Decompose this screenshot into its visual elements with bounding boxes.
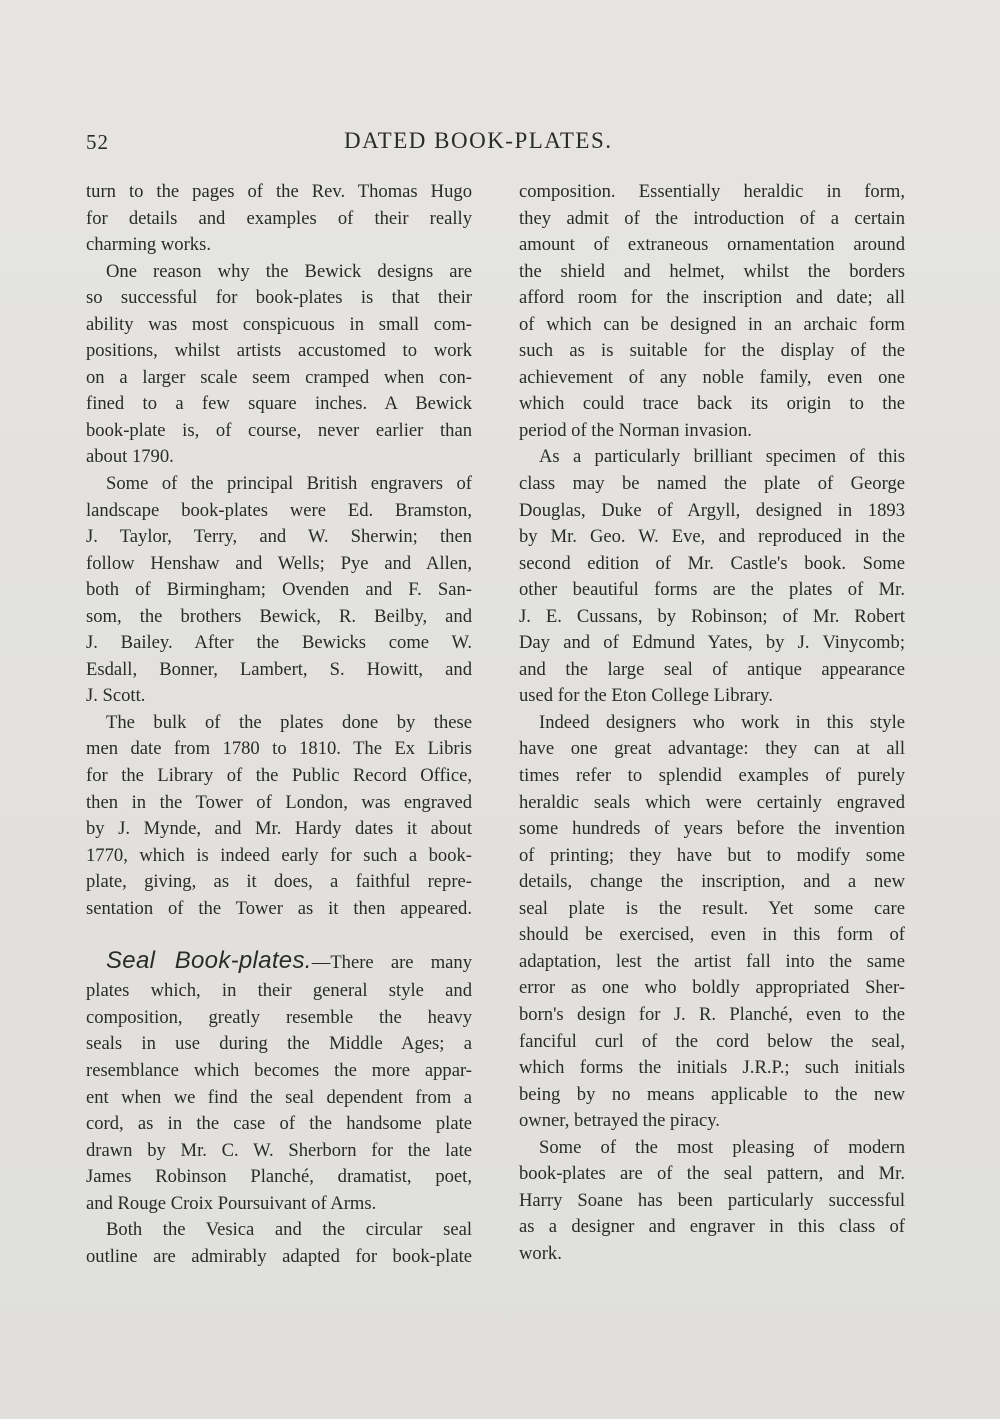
section-lead-text: —There are many [311,952,473,974]
section-heading-line [86,944,472,978]
text-line: som, the brothers Bewick, R. Beilby, and [86,605,472,627]
text-line: men date from 1780 to 1810. The Ex Libris [86,738,472,760]
text-line: which could trace back its origin to the [519,393,905,415]
text-line: for the Library of the Public Record Office, [86,765,472,787]
text-line: J. Bailey. After the Bewicks come W. [86,632,472,654]
text-line: of which can be designed in an archaic form [519,313,905,335]
text-line: as a designer and engraver in this class of [519,1216,905,1238]
text-line: so successful for book-plates is that their [86,287,472,309]
text-line: born's design for J. R. Planché, even to the [519,1003,905,1025]
text-line: on a larger scale seem cramped when con- [86,366,472,388]
text-line: Day and of Edmund Yates, by J. Vinycomb; [519,632,905,654]
text-line: class may be named the plate of George [519,473,905,495]
text-line: details, change the inscription, and a new [519,871,905,893]
text-line: cord, as in the case of the handsome plate [86,1113,472,1135]
text-line: plates which, in their general style and [86,980,472,1002]
text-line: turn to the pages of the Rev. Thomas Hugo [86,181,472,202]
text-line: sentation of the Tower as it then appeared. [86,897,472,919]
text-line: about 1790. [86,446,174,468]
text-line: drawn by Mr. C. W. Sherborn for the late [86,1139,472,1161]
text-line: times refer to splendid examples of purely [519,765,905,787]
text-line: Esdall, Bonner, Lambert, S. Howitt, and [86,658,472,680]
text-line: Both the Vesica and the circular seal [106,1219,472,1241]
text-line: As a particularly brilliant specimen of this [539,446,905,468]
text-line: they admit of the introduction of a certain [519,207,905,229]
text-line: should be exercised, even in this form of [519,924,905,946]
text-line: seal plate is the result. Yet some care [519,897,905,919]
text-line: have one great advantage: they can at all [519,738,905,760]
text-line: composition, greatly resemble the heavy [86,1006,472,1028]
text-line: and Rouge Croix Poursuivant of Arms. [86,1192,377,1214]
text-line: some hundreds of years before the invention [519,818,905,840]
text-line: Harry Soane has been particularly successful [519,1189,905,1211]
left-column [86,179,472,1270]
page-number: 52 [86,130,109,154]
text-line: the shield and helmet, whilst the borders [519,260,905,282]
text-line: book-plate is, of course, never earlier than [86,419,472,441]
text-line: Douglas, Duke of Argyll, designed in 1893 [519,499,905,521]
text-line: both of Birmingham; Ovenden and F. San- [86,579,472,601]
text-line: and the large seal of antique appearance [519,658,905,680]
text-line: for details and examples of their really [86,207,472,229]
text-line: J. Taylor, Terry, and W. Sherwin; then [86,526,472,548]
text-line: The bulk of the plates done by these [106,711,472,733]
text-line: other beautiful forms are the plates of Mr. [519,579,905,601]
text-line: Some of the principal British engravers of [106,473,472,495]
text-line: ent when we find the seal dependent from a [86,1086,472,1108]
text-line: follow Henshaw and Wells; Pye and Allen, [86,552,472,574]
text-line: J. Scott. [86,685,146,707]
text-line: Some of the most pleasing of modern [539,1136,905,1158]
text-line: heraldic seals which were certainly engraved [519,791,905,813]
text-line: outline are admirably adapted for book-plate [86,1245,472,1267]
text-line: Indeed designers who work in this style [539,711,905,733]
text-line: composition. Essentially heraldic in form, [519,181,905,202]
text-line: One reason why the Bewick designs are [106,260,472,282]
text-line: ability was most conspicuous in small com- [86,313,472,335]
text-line: used for the Eton College Library. [519,685,773,707]
text-line: owner, betrayed the piracy. [519,1110,720,1132]
text-line: fined to a few square inches. A Bewick [86,393,472,415]
text-line: landscape book-plates were Ed. Bramston, [86,499,472,521]
text-line: by Mr. Geo. W. Eve, and reproduced in the [519,526,905,548]
text-line: book-plates are of the seal pattern, and Mr. [519,1163,905,1185]
text-line: work. [519,1242,562,1264]
text-line: afford room for the inscription and date; all [519,287,905,309]
text-line: which forms the initials J.R.P.; such initials [519,1057,905,1079]
text-line: being by no means applicable to the new [519,1083,905,1105]
text-line: charming works. [86,234,211,256]
right-column [519,179,905,1267]
text-line: J. E. Cussans, by Robinson; of Mr. Robert [519,605,905,627]
text-line: seals in use during the Middle Ages; a [86,1033,472,1055]
section-gap [86,922,472,944]
text-line: adaptation, lest the artist fall into the same [519,950,905,972]
text-line: second edition of Mr. Castle's book. Some [519,552,905,574]
text-line: error as one who boldly appropriated Sher- [519,977,905,999]
running-title: DATED BOOK-PLATES. [344,128,613,153]
text-line: period of the Norman invasion. [519,419,752,441]
text-line: achievement of any noble family, even one [519,366,905,388]
text-line: amount of extraneous ornamentation around [519,234,905,256]
section-heading: Seal Book-plates. [106,947,312,975]
text-line: plate, giving, as it does, a faithful repre- [86,871,472,893]
text-line: resemblance which becomes the more appar- [86,1059,472,1081]
text-line: by J. Mynde, and Mr. Hardy dates it about [86,818,472,840]
text-line: positions, whilst artists accustomed to work [86,340,472,362]
text-line: then in the Tower of London, was engraved [86,791,472,813]
text-line: of printing; they have but to modify some [519,844,905,866]
text-line: fanciful curl of the cord below the seal, [519,1030,905,1052]
text-line: James Robinson Planché, dramatist, poet, [86,1166,472,1188]
text-line: 1770, which is indeed early for such a book- [86,844,472,866]
page-header [86,128,946,168]
text-line: such as is suitable for the display of the [519,340,905,362]
